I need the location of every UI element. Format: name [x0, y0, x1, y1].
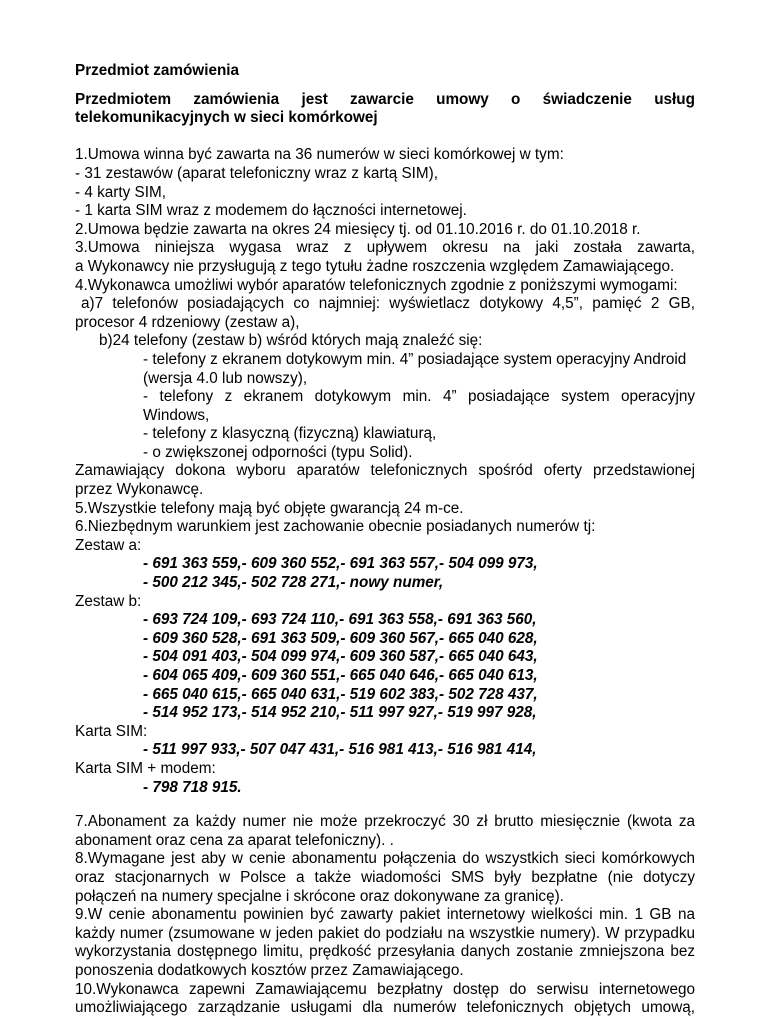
paragraph-line: 6.Niezbędnym warunkiem jest zachowanie obecnie posiadanych numerów tj:	[75, 518, 596, 536]
paragraph-line: ponoszenia dodatkowych kosztów przez Zamawiającego.	[75, 961, 464, 979]
paragraph-line: 5.Wszystkie telefony mają być objęte gwarancją 24 m-ce.	[75, 499, 464, 517]
set-label: Karta SIM + modem:	[75, 759, 216, 777]
paragraph-line: 4.Wykonawca umożliwi wybór aparatów telefonicznych zgodnie z poniższymi wymogami:	[75, 276, 678, 294]
list-item: Windows,	[143, 406, 210, 424]
phone-number-list: - 609 360 528,- 691 363 509,- 609 360 567,- 665 040 628,	[143, 629, 538, 647]
phone-number-list: - 514 952 173,- 514 952 210,- 511 997 927,- 519 997 928,	[143, 704, 537, 722]
paragraph-line: 7.Abonament za każdy numer nie może przekroczyć 30 zł brutto miesięcznie (kwota za	[75, 813, 695, 831]
phone-number-list: - 500 212 345,- 502 728 271,- nowy numer,	[143, 574, 444, 592]
phone-number-list: - 798 718 915.	[143, 778, 242, 796]
paragraph-line: 8.Wymagane jest aby w cenie abonamentu połączenia do wszystkich sieci komórkowych	[75, 850, 695, 868]
phone-number-list: - 504 091 403,- 504 099 974,- 609 360 587,- 665 040 643,	[143, 648, 538, 666]
paragraph-line: b)24 telefony (zestaw b) wśród których mają znaleźć się:	[99, 332, 483, 350]
document-subheading-line-1: Przedmiotem zamówienia jest zawarcie umowy o świadczenie usług	[75, 90, 695, 108]
paragraph-line: 1.Umowa winna być zawarta na 36 numerów w sieci komórkowej w tym:	[75, 146, 564, 164]
list-item: - o zwiększonej odporności (typu Solid).	[143, 443, 413, 461]
document-heading: Przedmiot zamówienia	[75, 62, 240, 79]
paragraph-line: a Wykonawcy nie przysługują z tego tytułu żadne roszczenia względem Zamawiającego.	[75, 257, 675, 275]
list-item: - telefony z klasyczną (fizyczną) klawiaturą,	[143, 425, 437, 443]
spacer	[75, 128, 695, 147]
paragraph-line: procesor 4 rdzeniowy (zestaw a),	[75, 313, 300, 331]
paragraph-line: - 1 karta SIM wraz z modemem do łączności internetowej.	[75, 202, 467, 220]
set-label: Karta SIM:	[75, 722, 148, 740]
paragraph-line: - 4 karty SIM,	[75, 183, 166, 201]
document-subheading-line-2: telekomunikacyjnych w sieci komórkowej	[75, 109, 378, 127]
paragraph-line: przez Wykonawcę.	[75, 481, 204, 499]
paragraph-line: wykorzystania dostępnego limitu, prędkość przesyłania danych zostanie zmniejszona bez	[75, 943, 695, 961]
paragraph-line: 10.Wykonawca zapewni Zamawiającemu bezpłatny dostęp do serwisu internetowego	[75, 980, 695, 998]
paragraph-line: oraz stacjonarnych w Polsce a także wiadomości SMS były bezpłatne (nie dotyczy	[75, 868, 695, 886]
paragraph-line: a)7 telefonów posiadających co najmniej: wyświetlacz dotykowy 4,5”, pamięć 2 GB,	[81, 295, 695, 313]
set-label: Zestaw a:	[75, 536, 142, 554]
paragraph-line: 3.Umowa niniejsza wygasa wraz z upływem okresu na jaki została zawarta,	[75, 239, 695, 257]
paragraph-line: każdy numer (zsumowane w jeden pakiet do podziału na wszystkie numery). W przypadku	[75, 924, 695, 942]
document-page	[75, 62, 695, 1018]
spacer	[75, 797, 695, 813]
paragraph-line: połączeń na numery specjalne i skrócone oraz dokonywane za granicę).	[75, 887, 564, 905]
phone-number-list: - 511 997 933,- 507 047 431,- 516 981 413,- 516 981 414,	[143, 741, 537, 759]
paragraph-line: Zamawiający dokona wyboru aparatów telefonicznych spośród oferty przedstawionej	[75, 462, 695, 480]
paragraph-line: - 31 zestawów (aparat telefoniczny wraz z kartą SIM),	[75, 164, 439, 182]
set-label: Zestaw b:	[75, 592, 142, 610]
list-item: (wersja 4.0 lub nowszy),	[143, 369, 308, 387]
paragraph-line: 2.Umowa będzie zawarta na okres 24 miesięcy tj. od 01.10.2016 r. do 01.10.2018 r.	[75, 220, 641, 238]
paragraph-line: umożliwiającego zarządzanie usługami dla numerów telefonicznych objętych umową,	[75, 999, 695, 1017]
phone-number-list: - 665 040 615,- 665 040 631,- 519 602 383,- 502 728 437,	[143, 685, 538, 703]
list-item: - telefony z ekranem dotykowym min. 4” posiadające system operacyjny	[143, 388, 695, 406]
list-item: - telefony z ekranem dotykowym min. 4” posiadające system operacyjny Android	[143, 350, 687, 368]
phone-number-list: - 604 065 409,- 609 360 551,- 665 040 646,- 665 040 613,	[143, 667, 538, 684]
phone-number-list: - 693 724 109,- 693 724 110,- 691 363 558,- 691 363 560,	[143, 611, 537, 629]
phone-number-list: - 691 363 559,- 609 360 552,- 691 363 557,- 504 099 973,	[143, 555, 538, 573]
paragraph-line: 9.W cenie abonamentu powinien być zawarty pakiet internetowy wielkości min. 1 GB na	[75, 906, 695, 924]
paragraph-line: abonament oraz cena za aparat telefoniczny). .	[75, 831, 394, 849]
